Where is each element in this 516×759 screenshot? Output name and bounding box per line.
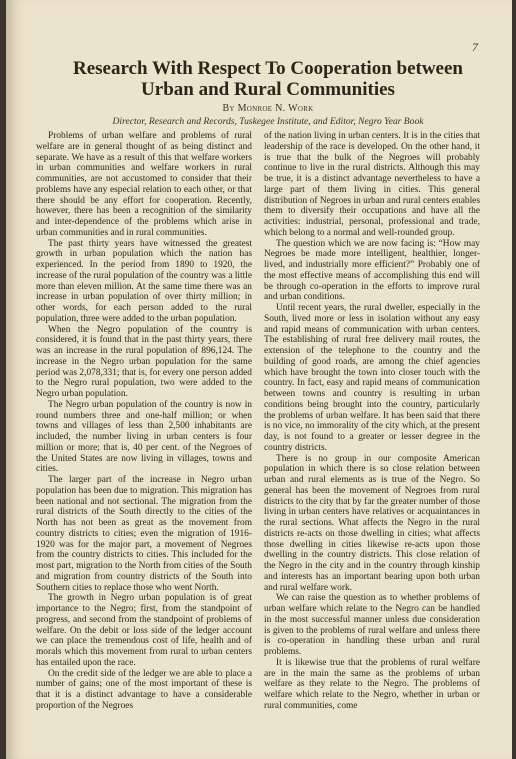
paragraph: There is no group in our composite American population in which there is so close relation between urban and rural elements as is true of the Negro. So general has been the movement of Negroes from rural districts to the city that by far the greater number of those living in urban centers have relatives or acquaintances in the rural sections. What affects the Negro in the rural districts re-acts on those dwelling in cities; what affects those dwelling in cities likewise re-acts upon those dwelling in the country districts. This close relation of the Negro in the city and in the country through kinship and interests has an important bearing upon both urban and rural welfare work. [264, 453, 480, 593]
paragraph: of the nation living in urban centers. It is in the cities that leadership of the race is developed. On the other hand, it is true that the bulk of the Negroes will probably continue to live in the rural districts. Although this may be true, it is a distinct advantage nevertheless to have a large part of them living in cities. This general distribution of Negroes in urban and rural centers enables them to diversify their occupations and have all the activities: industrial, personal, professional and trade, which belong to a normal and well-rounded group. [264, 131, 480, 238]
page-number: 7 [472, 40, 478, 54]
paragraph: The past thirty years have witnessed the greatest growth in urban population which the nation has experienced. In the period from 1890 to 1920, the increase of the rural population of the country was a little more than eleven million. At the same time there was an increase in urban population of over thirty million; in other words, for each person added to the rural population, three were added to the urban population. [36, 238, 252, 324]
author-affiliation: Director, Research and Records, Tuskegee Institute, and Editor, Negro Year Book [112, 116, 424, 127]
journal-page [6, 0, 512, 759]
left-column [36, 131, 252, 712]
paragraph: Until recent years, the rural dweller, especially in the South, lived more or less in isolation without any easy and rapid means of communication with urban centers. The establishing of rural free delivery mail routes, the extension of the telephone to the country and the building of good roads, are among the chief agencies which have brought the town into closer touch with the country. In fact, easy and rapid means of communication between towns and country is resulting in urban conditions being brought into the country, particularly the problems of urban welfare. It has been said that there is no vice, no immorality of the city which, at the present day, is not found to a greater or lesser degree in the country districts. [264, 303, 480, 453]
article-title-line-2: Urban and Rural Communities [141, 79, 395, 100]
article-title-line-1: Research With Respect To Cooperation between [72, 58, 463, 79]
paragraph: When the Negro population of the country is considered, it is found that in the past thirty years, there was an increase in the rural population of 896,124. The increase in the Negro urban population for the same period was 2,078,331; that is, for every one person added to the Negro rural population, two were added to the Negro urban population. [36, 324, 252, 399]
article-title [34, 58, 502, 100]
paragraph: We can raise the question as to whether problems of urban welfare which relate to the Negro can be handled in the most successful manner unless due consideration is given to the problems of rural welfare and unless there is co-operation in handling these urban and rural problems. [264, 593, 480, 657]
paragraph: It is likewise true that the problems of rural welfare are in the main the same as the problems of urban welfare as they relate to the Negro. The problems of welfare which relate to the Negro, whether in urban or rural communities, come [264, 657, 480, 711]
paragraph: The question which we are now facing is: “How may Negroes be made more intelligent, healthier, longer-lived, and industrially more efficient?” Probably one of the most effective means of accomplishing this end will be through co-operation in the efforts to improve rural and urban conditions. [264, 238, 480, 303]
paragraph: The growth in Negro urban population is of great importance to the Negro; first, from the standpoint of progress, and second from the standpoint of problems of welfare. On the debit or loss side of the ledger account we can place the tremendous cost of life, health and of morals which this movement from rural to urban centers has entailed upon the race. [36, 593, 252, 668]
paragraph: Problems of urban welfare and problems of rural welfare are in general thought of as being distinct and separate. We have as a result of this that welfare workers in urban communities and welfare workers in rural communities, are not accustomed to consider that their problems have any especial relation to each other, or that there should be any effort for cooperation. Recently, however, there has been a recognition of the similarity and inter-dependence of the problems which arise in urban communities and in rural communities. [36, 131, 252, 238]
author-byline: By Monroe N. Work [222, 103, 314, 114]
paragraph: The larger part of the increase in Negro urban population has been due to migration. This migration has been national and not sectional. The migration from the rural districts of the South directly to the cities of the North has not been as great as the movement from country districts to cities; even the migration of 1916-1920 was for the major part, a movement of Negroes from the country districts to cities. This included for the most part, migration to the North from cities of the South and migration from country districts of the South into Southern cities to replace those who went North. [36, 475, 252, 593]
paragraph: On the credit side of the ledger we are able to place a number of gains; one of the most important of these is that it is a distinct advantage to have a considerable proportion of the Negroes [36, 668, 252, 711]
right-column [264, 131, 480, 712]
paragraph: The Negro urban population of the country is now in round numbers three and one-half million; or when towns and villages of less than 2,500 inhabitants are included, the number living in urban centers is four million or more; that is, 40 per cent. of the Negroes of the United States are now living in villages, towns and cities. [36, 399, 252, 475]
